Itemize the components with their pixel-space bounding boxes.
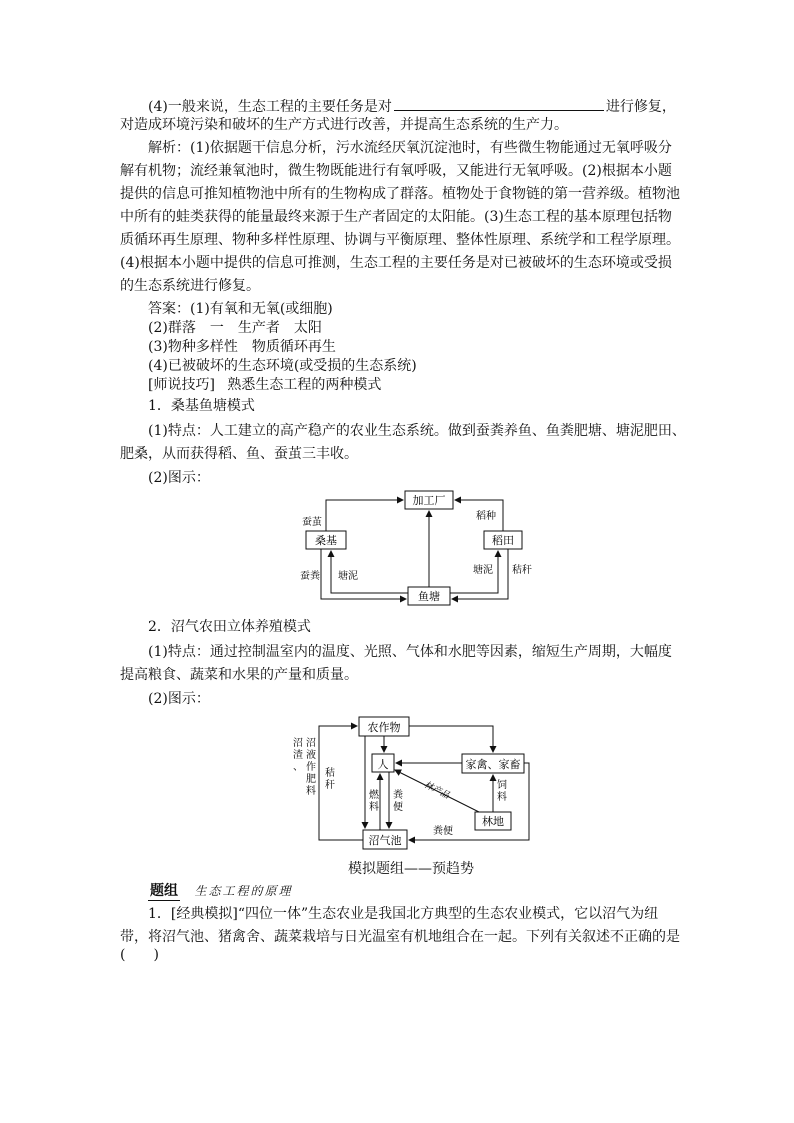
fuel-label-char: 料: [369, 802, 379, 813]
factory-label: 加工厂: [412, 494, 446, 507]
forest-products-label: 林产品: [422, 780, 451, 802]
residue-label-char: 沼: [306, 738, 316, 749]
feed-label-char: 料: [497, 792, 507, 803]
straw-label: [325, 766, 335, 791]
mode2-title: 2．沼气农田立体养殖模式: [148, 619, 311, 635]
residue-label-char: 作: [306, 762, 316, 773]
feed-label: [497, 779, 507, 803]
waste-label-char: 便: [393, 802, 403, 813]
answer-line-1: 答案：(1)有氧和无氧(或细胞): [148, 301, 333, 317]
rice-seed-label: 稻种: [476, 511, 496, 522]
fuel-label-char: 燃: [369, 790, 379, 801]
analysis-line-1: 解析：(1)依据题干信息分析，污水流经厌氧沉淀池时，有些微生物能通过无氧呼吸分: [148, 140, 672, 156]
residue-label-char: 、: [293, 762, 303, 773]
tips-heading: [148, 376, 381, 394]
answer-blank[interactable]: [394, 97, 604, 111]
residue-label-char: 液: [306, 750, 316, 761]
biogas-farm-diagram: [285, 712, 535, 854]
mode2-feature-line-1: (1)特点：通过控制温室内的温度、光照、气体和水肥等因素，缩短生产周期，大幅度: [148, 644, 672, 660]
poultry-label: 家禽、家畜: [465, 758, 521, 771]
cocoon-label: 蚕茧: [302, 517, 322, 528]
q4-line-1: [148, 97, 676, 116]
answer-line-3: (3)物种多样性 物质循环再生: [148, 339, 336, 355]
q4-text-a: (4)一般来说，生态工程的主要任务是对: [148, 99, 392, 115]
question1-line-1: 1．[经典模拟]“四位一体”生态农业是我国北方典型的生态农业模式，它以沼气为纽: [148, 906, 659, 922]
mud-left-label: 塘泥: [338, 571, 358, 582]
waste-label-char: 粪: [393, 790, 403, 801]
mode1-feature-line-2: 肥桑，从而获得稻、鱼、蚕茧三丰收。: [120, 446, 358, 462]
crops-label: 农作物: [367, 721, 401, 734]
residue-label-char: 渣: [293, 750, 303, 761]
answer-line-4: (4)已被破坏的生态环境(或受损的生态系统): [148, 358, 417, 374]
answer-line-2: (2)群落 一 生产者 太阳: [148, 320, 322, 336]
arrow-cocoon: [326, 500, 403, 531]
dung-label: 粪便: [433, 826, 453, 837]
residue-label-char: 肥: [306, 774, 316, 785]
question1-answer-blank[interactable]: ( ): [120, 947, 159, 963]
fuel-label: [369, 788, 380, 813]
group-heading: [148, 882, 292, 901]
straw-label-char: 秸: [325, 768, 335, 779]
tips-heading-tag: [师说技巧]: [148, 377, 215, 393]
straw-label: 秸秆: [512, 565, 532, 576]
question1-line-2: 带，将沼气池、猪禽舍、蔬菜栽培与日光温室有机地组合在一起。下列有关叙述不正确的是: [120, 929, 680, 945]
forest-label: 林地: [482, 815, 504, 828]
mode1-title: 1．桑基鱼塘模式: [148, 398, 255, 414]
q4-text-b: 进行修复，: [605, 99, 676, 115]
residue-label-char: 沼: [293, 738, 303, 749]
mode2-figure-label: (2)图示：: [148, 691, 210, 707]
analysis-line-6: (4)根据本小题中提供的信息可推测，生态工程的主要任务是对已被破坏的生态环境或受损: [120, 255, 672, 271]
mud-right-label: 塘泥: [473, 565, 493, 576]
silk-dung-label: 蚕粪: [300, 571, 320, 582]
mulberry-fishpond-diagram: [290, 485, 540, 610]
tips-heading-text: 熟悉生态工程的两种模式: [227, 377, 382, 393]
feed-label-char: 饲: [497, 780, 507, 791]
analysis-line-3: 提供的信息可推知植物池中所有的生物构成了群落。植物处于食物链的第一营养级。植物池: [120, 186, 680, 202]
mode2-feature-line-2: 提高粮食、蔬菜和水果的产量和质量。: [120, 667, 358, 683]
analysis-line-4: 中所有的蛙类获得的能量最终来源于生产者固定的太阳能。(3)生态工程的基本原理包括物: [120, 209, 672, 225]
q4-line-2: 对造成环境污染和破坏的生产方式进行改善，并提高生态系统的生产力。: [120, 117, 568, 133]
residue-label-char: 料: [306, 786, 316, 797]
arrow-silk-dung: [321, 549, 406, 599]
analysis-line-5: 质循环再生原理、物种多样性原理、协调与平衡原理、整体性原理、系统学和工程学原理。: [120, 232, 680, 248]
section-title: 模拟题组——预趋势: [348, 861, 474, 877]
group-tag: 题组: [150, 883, 178, 899]
biogas-label: 沼气池: [368, 834, 402, 847]
pond-label: 鱼塘: [418, 590, 440, 603]
mode1-feature-line-1: (1)特点：人工建立的高产稳产的农业生态系统。做到蚕粪养鱼、鱼粪肥塘、塘泥肥田、: [148, 423, 686, 439]
group-title: 生态工程的原理: [194, 884, 293, 898]
mode1-figure-label: (2)图示：: [148, 470, 210, 486]
straw-label-char: 秆: [325, 780, 335, 791]
analysis-line-2: 解有机物；流经兼氧池时，微生物既能进行有氧呼吸，又能进行无氧呼吸。(2)根据本小题: [120, 163, 672, 179]
mulberry-label: 桑基: [315, 534, 337, 547]
arrow-crops-poultry: [409, 726, 493, 752]
residue-label: [293, 737, 316, 797]
analysis-line-7: 的生态系统进行修复。: [120, 278, 260, 294]
person-label: 人: [377, 758, 389, 771]
waste-label: [393, 788, 404, 813]
rice-label: 稻田: [492, 534, 514, 547]
